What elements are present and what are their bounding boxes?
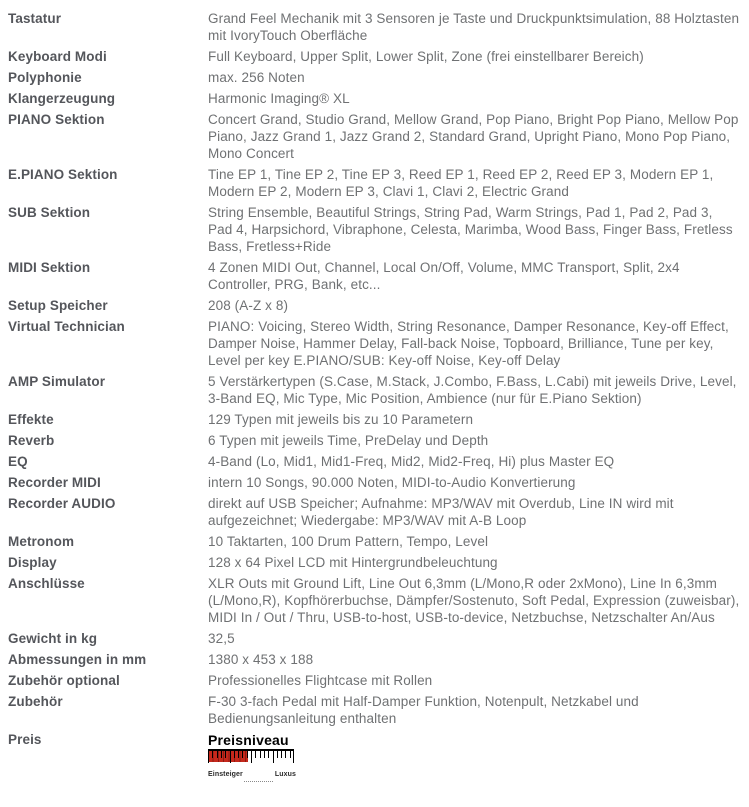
spec-row xyxy=(8,693,749,727)
spec-label: Recorder AUDIO xyxy=(8,496,116,511)
spec-label: AMP Simulator xyxy=(8,374,106,389)
price-row-label: Preis xyxy=(8,732,42,747)
price-ruler-tick xyxy=(221,751,222,758)
spec-label: Recorder MIDI xyxy=(8,475,101,490)
spec-row xyxy=(8,533,749,550)
spec-value: 4-Band (Lo, Mid1, Mid1-Freq, Mid2, Mid2-Freq, Hi) plus Master EQ xyxy=(208,454,615,469)
spec-row xyxy=(8,297,749,314)
price-level-widget xyxy=(208,731,296,783)
price-ruler-tick xyxy=(281,751,282,758)
spec-label: Setup Speicher xyxy=(8,298,108,313)
price-ruler-tick xyxy=(293,751,294,763)
spec-row xyxy=(8,672,749,689)
price-ruler-tick xyxy=(230,751,231,763)
spec-value: 5 Verstärkertypen (S.Case, M.Stack, J.Combo, F.Bass, L.Cabi) mit jeweils Drive, Level, 3-Band EQ, Mic Type, Mic Position, Ambience (nur für E.Piano Sektion) xyxy=(208,374,737,406)
spec-value: Professionelles Flightcase mit Rollen xyxy=(208,673,433,688)
spec-label: Virtual Technician xyxy=(8,319,125,334)
price-ruler-tick xyxy=(290,751,291,758)
spec-label: EQ xyxy=(8,454,28,469)
spec-value: direkt auf USB Speicher; Aufnahme: MP3/WAV mit Overdub, Line IN wird mit aufgezeichnet; Wiedergabe: MP3/WAV mit A-B Loop xyxy=(208,496,674,528)
spec-label: Zubehör xyxy=(8,694,63,709)
price-ruler-tick xyxy=(251,751,252,763)
spec-row xyxy=(8,432,749,449)
spec-value: 10 Taktarten, 100 Drum Pattern, Tempo, Level xyxy=(208,534,489,549)
price-scale-labels xyxy=(208,766,296,783)
price-ruler-tick xyxy=(225,751,226,758)
spec-row xyxy=(8,411,749,428)
spec-row xyxy=(8,166,749,200)
spec-label: Zubehör optional xyxy=(8,673,120,688)
price-scale-min-label: Einsteiger xyxy=(208,771,243,778)
price-ruler-tick xyxy=(277,751,278,758)
spec-label: SUB Sektion xyxy=(8,205,91,220)
spec-label: Abmessungen in mm xyxy=(8,652,147,667)
spec-row xyxy=(8,474,749,491)
spec-value: Full Keyboard, Upper Split, Lower Split, Zone (frei einstellbarer Bereich) xyxy=(208,49,644,64)
spec-row xyxy=(8,48,749,65)
spec-value: 4 Zonen MIDI Out, Channel, Local On/Off, Volume, MMC Transport, Split, 2x4 Controller, PRG, Bank, etc... xyxy=(208,260,680,292)
spec-row xyxy=(8,69,749,86)
spec-row xyxy=(8,453,749,470)
price-ruler-tick xyxy=(212,751,213,758)
spec-row xyxy=(8,259,749,293)
price-ruler-tick xyxy=(260,751,261,758)
price-ruler-tick xyxy=(217,751,218,758)
spec-value: Harmonic Imaging® XL xyxy=(208,91,350,106)
price-level-title: Preisniveau xyxy=(208,732,289,748)
spec-row xyxy=(8,90,749,107)
spec-label: Metronom xyxy=(8,534,75,549)
spec-row xyxy=(8,554,749,571)
spec-row xyxy=(8,495,749,529)
spec-label: E.PIANO Sektion xyxy=(8,167,118,182)
price-scale-max-label: Luxus xyxy=(274,771,296,778)
spec-label: Polyphonie xyxy=(8,70,82,85)
price-ruler-tick xyxy=(255,751,256,758)
spec-value: 6 Typen mit jeweils Time, PreDelay und Depth xyxy=(208,433,489,448)
spec-label: Effekte xyxy=(8,412,54,427)
spec-row xyxy=(8,204,749,255)
spec-label: MIDI Sektion xyxy=(8,260,91,275)
spec-value: 208 (A-Z x 8) xyxy=(208,298,289,313)
spec-label: Display xyxy=(8,555,57,570)
spec-value: max. 256 Noten xyxy=(208,70,305,85)
price-scale-line xyxy=(244,780,273,782)
price-ruler-tick xyxy=(273,751,274,763)
spec-row xyxy=(8,651,749,668)
price-row-value xyxy=(208,731,740,783)
price-ruler-tick xyxy=(238,751,239,758)
price-ruler-tick xyxy=(242,751,243,758)
price-ruler-tick xyxy=(234,751,235,758)
spec-value: String Ensemble, Beautiful Strings, String Pad, Warm Strings, Pad 1, Pad 2, Pad 3, Pad 4, Harpsichord, Vibraphone, Celesta, Marimba, Wood Bass, Finger Bass, Fretless Bass, Fretless+Ride xyxy=(208,205,733,254)
spec-value: F-30 3-fach Pedal mit Half-Damper Funktion, Notenpult, Netzkabel und Bedienungsanleitung enthalten xyxy=(208,694,639,726)
price-ruler-tick xyxy=(268,751,269,758)
spec-label: Anschlüsse xyxy=(8,576,85,591)
spec-value: 32,5 xyxy=(208,631,235,646)
price-ruler-tick xyxy=(264,751,265,758)
spec-value: Tine EP 1, Tine EP 2, Tine EP 3, Reed EP 1, Reed EP 2, Reed EP 3, Modern EP 1, Modern EP 2, Modern EP 3, Clavi 1, Clavi 2, Electric Grand xyxy=(208,167,714,199)
price-ruler-tick xyxy=(247,751,248,758)
spec-label: Reverb xyxy=(8,433,55,448)
spec-row xyxy=(8,373,749,407)
spec-label: Klangerzeugung xyxy=(8,91,116,106)
spec-value: 1380 x 453 x 188 xyxy=(208,652,314,667)
spec-label: Keyboard Modi xyxy=(8,49,107,64)
price-row xyxy=(8,731,749,783)
spec-row xyxy=(8,111,749,162)
spec-label: Tastatur xyxy=(8,11,62,26)
price-ruler-tick xyxy=(285,751,286,758)
spec-row xyxy=(8,630,749,647)
spec-value: intern 10 Songs, 90.000 Noten, MIDI-to-Audio Konvertierung xyxy=(208,475,576,490)
spec-row xyxy=(8,10,749,44)
spec-value: Concert Grand, Studio Grand, Mellow Grand, Pop Piano, Bright Pop Piano, Mellow Pop Piano, Jazz Grand 1, Jazz Grand 2, Standard Grand, Upright Piano, Mono Pop Piano, Mono Concert xyxy=(208,112,739,161)
spec-value: 129 Typen mit jeweils bis zu 10 Parametern xyxy=(208,412,474,427)
spec-value: Grand Feel Mechanik mit 3 Sensoren je Taste und Druckpunktsimulation, 88 Holztasten mit IvoryTouch Oberfläche xyxy=(208,11,740,43)
spec-value: XLR Outs mit Ground Lift, Line Out 6,3mm (L/Mono,R oder 2xMono), Line In 6,3mm (L/Mono,R), Kopfhörerbuchse, Dämpfer/Sostenuto, Soft Pedal, Expression (zuweisbar), MIDI In / Out / Thru, USB-to-host, USB-to-device, Netzbuchse, Netzschalter An/Aus xyxy=(208,576,740,625)
spec-row xyxy=(8,318,749,369)
spec-row xyxy=(8,575,749,626)
spec-value: 128 x 64 Pixel LCD mit Hintergrundbeleuchtung xyxy=(208,555,498,570)
spec-label: PIANO Sektion xyxy=(8,112,105,127)
price-level-ruler xyxy=(208,749,294,763)
spec-label: Gewicht in kg xyxy=(8,631,98,646)
spec-value: PIANO: Voicing, Stereo Width, String Resonance, Damper Resonance, Key-off Effect, Damper Noise, Hammer Delay, Fall-back Noise, Topboard, Brilliance, Tune per key, Level per key E.PIANO/SUB: Key-off Noise, Key-off Delay xyxy=(208,319,729,368)
price-ruler-tick xyxy=(208,751,209,763)
